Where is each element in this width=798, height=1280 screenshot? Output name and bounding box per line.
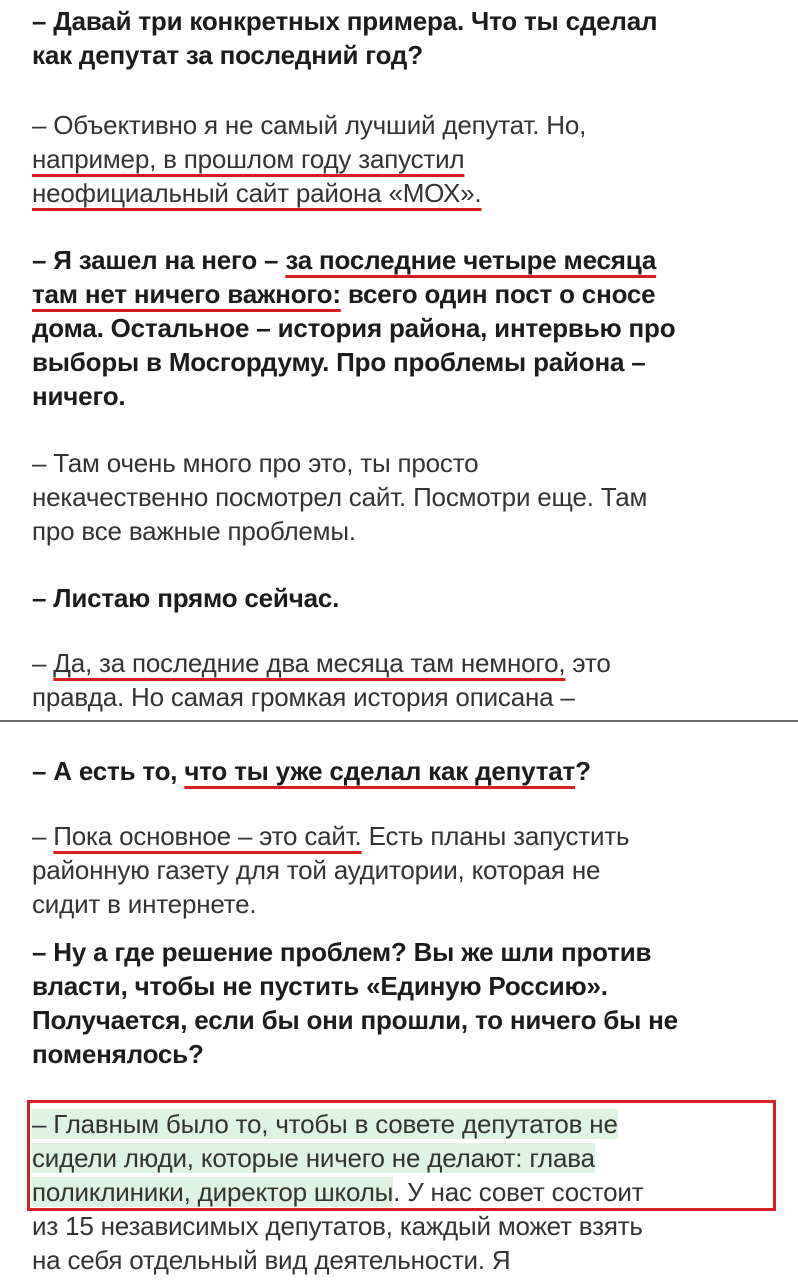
underlined-phrase: неофициальный сайт района «МОХ». [32, 178, 482, 208]
question-scrolling-now: – Листаю прямо сейчас. [32, 583, 340, 613]
answer-look-again: – Там очень много про это, ты просто некачественно посмотрел сайт. Посмотри еще. Там про все важные проблемы. [32, 448, 648, 546]
answer-council-of-deputies: – Главным было то, чтобы в совете депутатов не сидели люди, которые ничего не делают: глава поликлиники, директор школы. У нас совет состоит из 15 независимых депутатов, каждый может взять на себя отдельный вид деятельности. Я [32, 1109, 644, 1275]
underlined-phrase: например, в прошлом году запустил [32, 144, 465, 174]
answer-not-best-deputy: – Объективно я не самый лучший депутат. Но, например, в прошлом году запустил неофициальный сайт района «МОХ». [32, 110, 587, 208]
underlined-phrase: за последние четыре месяца [285, 245, 657, 275]
question-what-done: – А есть то, что ты уже сделал как депутат? [32, 756, 591, 786]
underlined-phrase: Пока основное – это сайт. [53, 821, 362, 851]
question-where-solutions: – Ну а где решение проблем? Вы же шли против власти, чтобы не пустить «Единую Россию». Получается, если бы они прошли, то ничего бы не поменялось? [32, 937, 678, 1069]
answer-two-months: – Да, за последние два месяца там немного, это правда. Но самая громкая история описана – [32, 648, 611, 712]
highlighted-phrase: сидели люди, которые ничего не делают: глава [32, 1143, 595, 1173]
underlined-phrase: Да, за последние два месяца там немного, [53, 648, 566, 678]
underlined-phrase: что ты уже сделал как депутат [184, 756, 576, 786]
question-three-examples: – Давай три конкретных примера. Что ты сделал как депутат за последний год? [32, 6, 658, 70]
red-box-annotation [27, 1100, 776, 1211]
question-visited-site: – Я зашел на него – за последние четыре месяца там нет ничего важного: всего один пост о сносе дома. Остальное – история района, интервью про выборы в Мосгордуму. Про проблемы района – ничего. [32, 245, 676, 411]
highlighted-phrase: поликлиники, директор школы [32, 1177, 394, 1207]
underlined-phrase: там нет ничего важного: [32, 279, 341, 309]
highlighted-phrase: – Главным было то, чтобы в совете депутатов не [32, 1109, 618, 1139]
answer-site-and-newspaper: – Пока основное – это сайт. Есть планы запустить районную газету для той аудитории, которая не сидит в интернете. [32, 821, 630, 919]
screenshot-split-divider [0, 720, 798, 722]
